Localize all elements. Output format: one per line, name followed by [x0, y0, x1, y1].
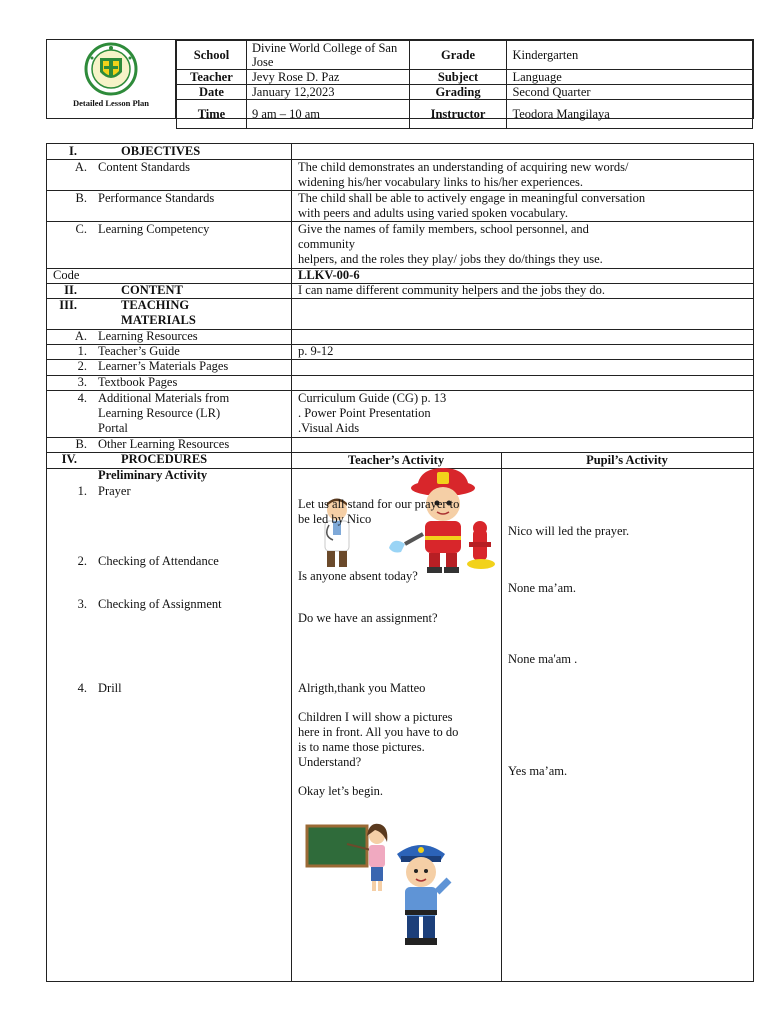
header-row-school	[177, 41, 753, 70]
code-value: LLKV-00-6	[298, 268, 360, 282]
teacher-drill-line-2: Children I will show a pictures	[298, 710, 453, 724]
learning-resources-letter: A.	[74, 329, 87, 343]
grade-value: Kindergarten	[507, 41, 753, 70]
teacher-value: Jevy Rose D. Paz	[246, 70, 409, 85]
logo-caption: Detailed Lesson Plan	[72, 98, 150, 108]
time-value: 9 am – 10 am	[246, 100, 409, 129]
content-standards-line-1: The child demonstrates an understanding of acquiring new words/	[298, 160, 629, 174]
logo-cell	[47, 40, 176, 118]
learning-competency-line-2: community	[298, 237, 355, 251]
performance-standards-line-2: with peers and adults using varied spoken vocabulary.	[298, 206, 568, 220]
learners-materials-label: Learner’s Materials Pages	[98, 359, 229, 373]
header-row-time	[177, 100, 753, 129]
teacher-attendance-question: Is anyone absent today?	[298, 569, 418, 583]
step-assignment-label: Checking of Assignment	[98, 597, 222, 611]
teacher-prayer-line-2: be led by Nico	[298, 512, 372, 526]
time-label: Time	[177, 100, 247, 129]
additional-materials-value-3: .Visual Aids	[298, 421, 360, 435]
pupil-activity-header: Pupil’s Activity	[586, 453, 668, 467]
additional-materials-line-1: Additional Materials from	[98, 391, 230, 405]
learning-competency-line-3: helpers, and the roles they play/ jobs they do/things they use.	[298, 252, 603, 266]
procedures-number: IV.	[61, 452, 77, 466]
teacher-activity-header: Teacher’s Activity	[347, 453, 445, 467]
content-title: CONTENT	[121, 283, 183, 297]
instructor-value: Teodora Mangilaya	[507, 100, 753, 129]
materials-title-line-1: TEACHING	[121, 298, 190, 312]
objectives-number: I.	[69, 144, 77, 158]
code-label: Code	[53, 268, 80, 282]
additional-materials-line-2: Learning Resource (LR)	[98, 406, 221, 420]
content-standards-label: Content Standards	[98, 160, 191, 174]
content-value: I can name different community helpers and the jobs they do.	[298, 283, 605, 297]
header-row-teacher	[177, 70, 753, 85]
learning-competency-line-1: Give the names of family members, school personnel, and	[298, 222, 589, 236]
teacher-drill-line-1: Alrigth,thank you Matteo	[298, 681, 426, 695]
teacher-prayer-line-1: Let us all stand for our prayer to	[298, 497, 460, 511]
preliminary-activity: Preliminary Activity	[98, 468, 208, 482]
procedures-title: PROCEDURES	[121, 452, 208, 466]
pupil-attendance-response: None ma’am.	[508, 581, 577, 595]
other-resources-letter: B.	[75, 437, 87, 451]
date-value: January 12,2023	[246, 85, 409, 100]
teachers-guide-number: 1.	[77, 344, 87, 358]
learners-materials-number: 2.	[77, 359, 87, 373]
header-table	[176, 40, 753, 129]
step-assignment-number: 3.	[77, 597, 87, 611]
subject-label: Subject	[409, 70, 507, 85]
step-attendance-label: Checking of Attendance	[98, 554, 219, 568]
content-standards-letter: A.	[74, 160, 87, 174]
header-box	[46, 39, 754, 119]
step-prayer-label: Prayer	[98, 484, 131, 498]
pupil-drill-response: Yes ma’am.	[508, 764, 568, 778]
step-attendance-number: 2.	[77, 554, 87, 568]
learning-competency-letter: C.	[75, 222, 87, 236]
police-officer-clipart-icon	[387, 836, 455, 950]
textbook-pages-label: Textbook Pages	[98, 375, 178, 389]
header-row-date	[177, 85, 753, 100]
other-resources-label: Other Learning Resources	[98, 437, 230, 451]
date-label: Date	[177, 85, 247, 100]
lesson-plan-table	[46, 143, 754, 982]
step-prayer-number: 1.	[77, 484, 87, 498]
performance-standards-line-1: The child shall be able to actively engage in meaningful conversation	[298, 191, 646, 205]
learning-competency-label: Learning Competency	[98, 222, 210, 236]
teacher-assignment-question: Do we have an assignment?	[298, 611, 438, 625]
school-seal-icon	[80, 42, 142, 97]
additional-materials-number: 4.	[77, 391, 87, 405]
additional-materials-line-3: Portal	[98, 421, 128, 435]
teacher-drill-line-4: is to name those pictures.	[298, 740, 425, 754]
grading-label: Grading	[409, 85, 507, 100]
textbook-pages-number: 3.	[77, 375, 87, 389]
teachers-guide-value: p. 9-12	[298, 344, 334, 358]
pupil-prayer-response: Nico will led the prayer.	[508, 524, 630, 538]
materials-number: III.	[59, 298, 77, 312]
objectives-title: OBJECTIVES	[121, 144, 201, 158]
content-number: II.	[64, 283, 77, 297]
grade-label: Grade	[409, 41, 507, 70]
learning-resources-label: Learning Resources	[98, 329, 198, 343]
instructor-label: Instructor	[409, 100, 507, 129]
performance-standards-label: Performance Standards	[98, 191, 215, 205]
additional-materials-value-2: . Power Point Presentation	[298, 406, 431, 420]
teacher-drill-line-6: Okay let’s begin.	[298, 784, 384, 798]
teacher-drill-line-5: Understand?	[298, 755, 362, 769]
materials-title-line-2: MATERIALS	[121, 313, 196, 327]
subject-value: Language	[507, 70, 753, 85]
school-value: Divine World College of San Jose	[246, 41, 409, 70]
teachers-guide-label: Teacher’s Guide	[98, 344, 180, 358]
teacher-drill-line-3: here in front. All you have to do	[298, 725, 459, 739]
teacher-label: Teacher	[177, 70, 247, 85]
performance-standards-letter: B.	[75, 191, 87, 205]
step-drill-number: 4.	[77, 681, 87, 695]
content-standards-line-2: widening his/her vocabulary links to his/her experiences.	[298, 175, 583, 189]
additional-materials-value-1: Curriculum Guide (CG) p. 13	[298, 391, 447, 405]
pupil-assignment-response: None ma'am .	[508, 652, 578, 666]
step-drill-label: Drill	[98, 681, 122, 695]
school-label: School	[177, 41, 247, 70]
grading-value: Second Quarter	[507, 85, 753, 100]
firefighter-clipart-icon	[387, 466, 499, 576]
